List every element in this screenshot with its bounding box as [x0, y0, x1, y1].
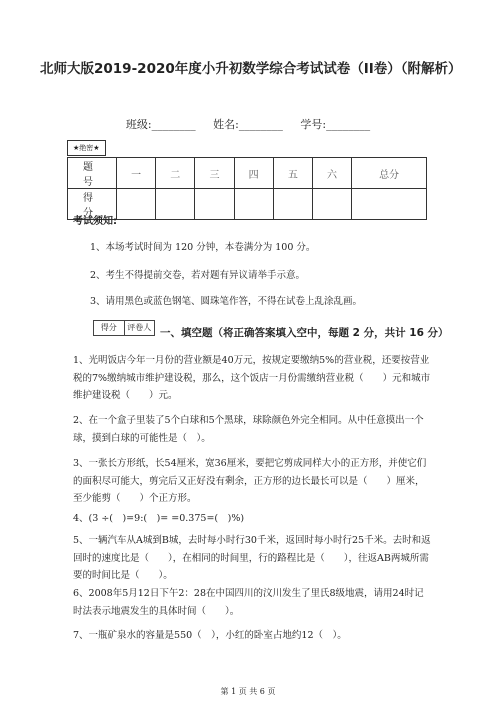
class-field: 班级:________ — [125, 118, 196, 131]
page-footer: 第 1 页 共 6 页 — [220, 687, 276, 696]
question-item: 6、2008年5月12日下午2：28在中国四川的汶川发生了里氏8级地震，请用24时记时法表示地震发生的具体时间（ ）。 — [73, 588, 424, 617]
score-header-cell: 四 — [234, 158, 273, 189]
number-field: 学号:________ — [300, 118, 371, 131]
score-table-header-row — [68, 158, 427, 189]
score-header-cell: 一 — [117, 158, 156, 189]
score-cell[interactable] — [156, 189, 195, 220]
secret-stamp: ★绝密★ — [67, 140, 106, 156]
score-cell[interactable] — [195, 189, 234, 220]
question-item: 3、一张长方形纸，长54厘米，宽36厘米，要把它剪成同样大小的正方形，并使它们的面积尽可能大，剪完后又正好没有剩余，正方形的边长最长可以是（ ）厘米，至少能剪（ ）个正方形。 — [73, 458, 427, 504]
score-cell[interactable] — [352, 189, 427, 220]
score-cell[interactable] — [117, 189, 156, 220]
score-header-cell: 题 号 — [68, 158, 117, 189]
question-item: 1、光明饭店今年一月份的营业额是40万元，按规定要缴纳5%的营业税，还要按营业税的7%缴纳城市维护建设税，那么，这个饭店一月份需缴纳营业税（ ）元和城市维护建设税（ ）元。 — [73, 355, 431, 401]
score-row-label: 得 分 — [68, 189, 117, 220]
notice-rule: 3、请用黑色或蓝色钢笔、圆珠笔作答，不得在试卷上乱涂乱画。 — [90, 296, 363, 307]
notice-rule: 1、本场考试时间为 120 分钟，本卷满分为 100 分。 — [90, 242, 316, 253]
question-item: 5、一辆汽车从A城到B城，去时每小时行30千米，返回时每小时行25千米。去时和返回时的速度比是（ ），在相同的时间里，行的路程比是（ ），往返AB两城所需要的时间比是（ ）。 — [73, 535, 431, 581]
score-cell[interactable] — [312, 189, 351, 220]
question-item: 2、在一个盒子里装了5个白球和5个黑球，球除颜色外完全相同。从中任意摸出一个球，摸到白球的可能性是（ ）。 — [73, 415, 424, 444]
question-item: 7、一瓶矿泉水的容量是550（ ），小红的卧室占地约12（ ）。 — [73, 630, 347, 641]
notice-rule: 2、考生不得提前交卷，若对题有异议请举手示意。 — [90, 270, 306, 281]
score-header-cell: 五 — [273, 158, 312, 189]
name-field: 姓名:________ — [213, 118, 283, 131]
grader-score-label: 得分 — [94, 321, 125, 335]
score-header-cell: 总分 — [352, 158, 427, 189]
score-cell[interactable] — [234, 189, 273, 220]
score-cell[interactable] — [273, 189, 312, 220]
student-info — [0, 116, 496, 132]
score-table-score-row — [68, 189, 427, 220]
score-header-cell: 二 — [156, 158, 195, 189]
score-table — [67, 157, 427, 220]
notice-title: 考试须知: — [73, 216, 117, 227]
score-header-cell: 六 — [312, 158, 351, 189]
section-title: 一、填空题（将正确答案填入空中，每题 2 分，共计 16 分） — [160, 327, 449, 339]
grader-box — [93, 320, 155, 336]
question-item: 4、(3 ÷( )=9:( )= =0.375=( )%) — [73, 513, 245, 524]
score-header-cell: 三 — [195, 158, 234, 189]
page-title: 北师大版2019-2020年度小升初数学综合考试试卷（II卷）（附解析） — [40, 61, 462, 77]
grader-person-label: 评卷人 — [127, 323, 152, 332]
